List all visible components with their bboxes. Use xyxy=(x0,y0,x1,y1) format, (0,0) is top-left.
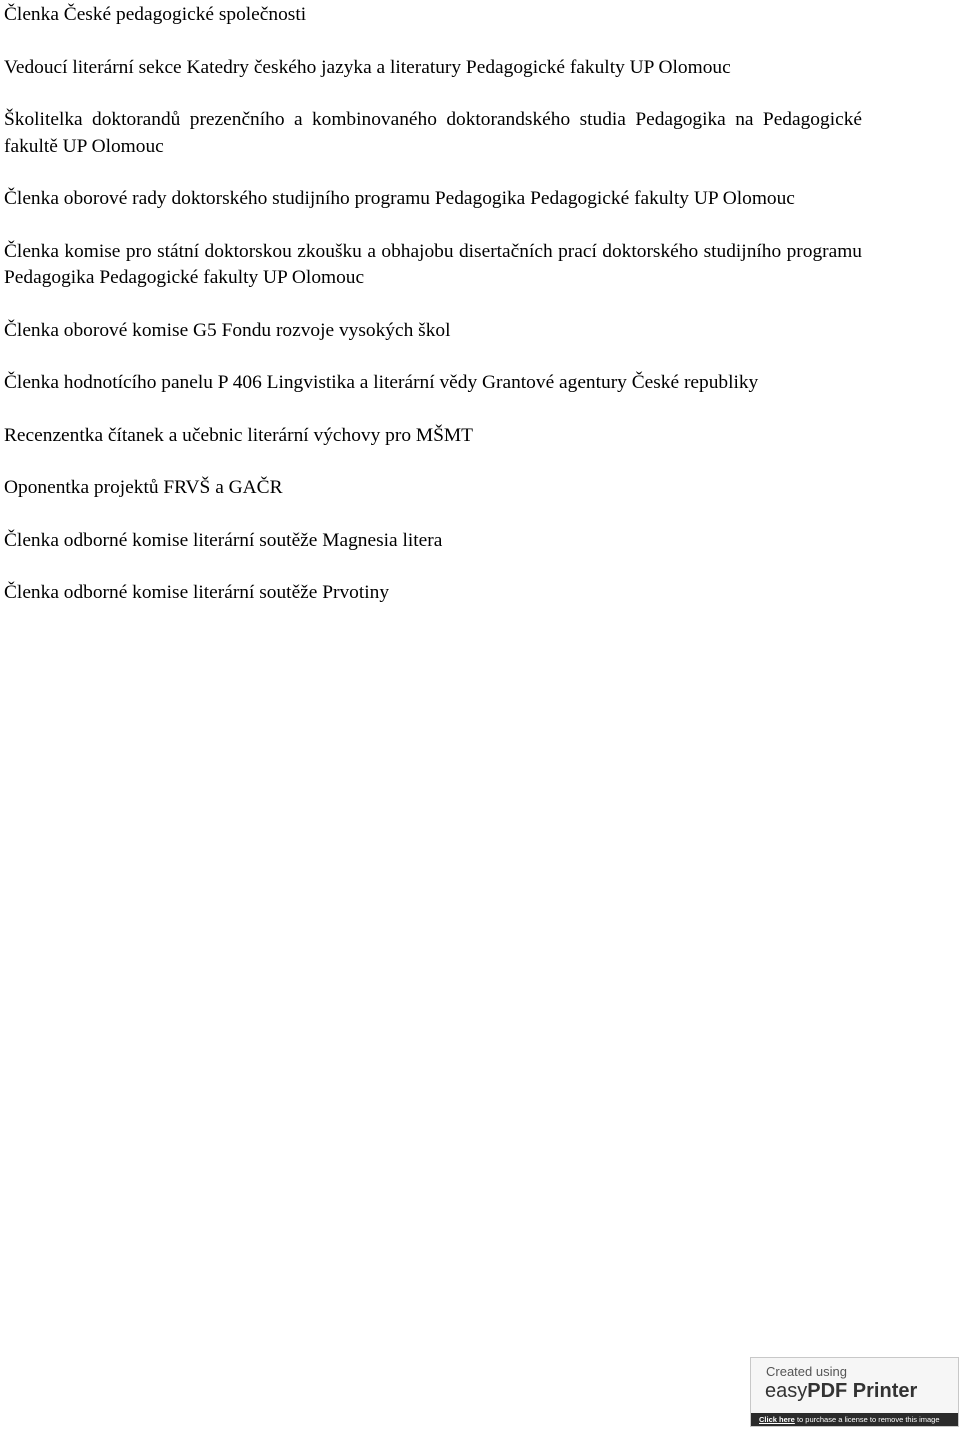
paragraph-11: Členka odborné komise literární soutěže Prvotiny xyxy=(4,582,390,603)
badge-brand-prefix: easy xyxy=(765,1380,808,1402)
paragraph-4: Členka oborové rady doktorského studijního programu Pedagogika Pedagogické fakulty UP Olomouc xyxy=(4,188,795,209)
paragraph-1: Členka České pedagogické společnosti xyxy=(4,4,307,25)
badge-brand-name: PDF Printer xyxy=(807,1380,918,1402)
paragraph-5: Členka komise pro státní doktorskou zkoušku a obhajobu disertačních prací doktorského studijního programu Pedagogika Pedagogické fakulty UP Olomouc xyxy=(4,240,862,288)
paragraph-3: Školitelka doktorandů prezenčního a kombinovaného doktorandského studia Pedagogika na Pedagogické fakultě UP Olomouc xyxy=(4,109,862,157)
document-body xyxy=(4,2,862,633)
badge-brand-logo xyxy=(765,1380,917,1403)
paragraph-6: Členka oborové komise G5 Fondu rozvoje vysokých škol xyxy=(4,319,451,341)
badge-footer xyxy=(751,1413,958,1426)
badge-created-label: Created using xyxy=(766,1364,847,1379)
paragraph-2: Vedoucí literární sekce Katedry českého jazyka a literatury Pedagogické fakulty UP Olomouc xyxy=(4,56,731,78)
paragraph-9: Oponentka projektů FRVŠ a GAČR xyxy=(4,477,283,498)
badge-footer-text: to purchase a license to remove this image xyxy=(794,1415,940,1424)
paragraph-8: Recenzentka čítanek a učebnic literární výchovy pro MŠMT xyxy=(4,424,473,446)
paragraph-10: Členka odborné komise literární soutěže Magnesia litera xyxy=(4,529,443,551)
paragraph-7: Členka hodnotícího panelu P 406 Lingvistika a literární vědy Grantové agentury České republiky xyxy=(4,372,759,393)
easypdf-watermark-badge[interactable] xyxy=(750,1357,959,1427)
badge-click-here-link[interactable]: Click here xyxy=(759,1415,795,1424)
